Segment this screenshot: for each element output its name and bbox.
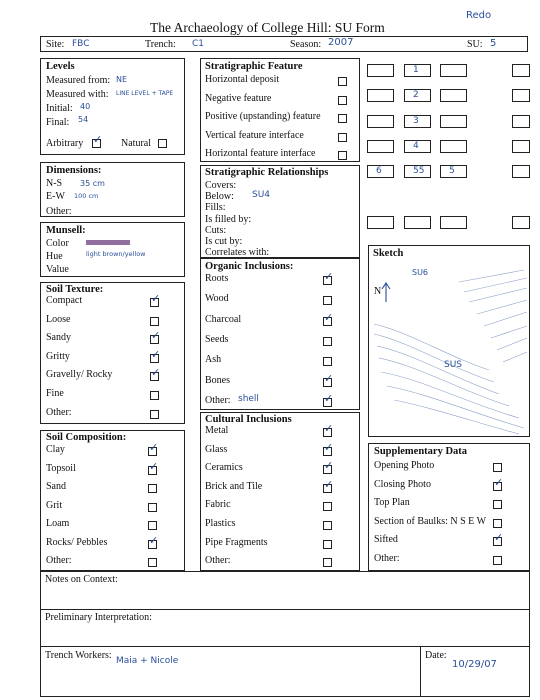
soil-texture-item-label: Fine [46,388,64,399]
cultural-item-label: Other: [205,555,231,567]
soil-composition-heading: Soil Composition: [46,432,127,443]
organic-item-label: Charcoal [205,313,242,325]
measured-with-label: Measured with: [46,89,109,100]
soil-texture-item-label: Other: [46,406,72,418]
redo-note: Redo [466,10,492,21]
notes-section [40,571,530,697]
sketch-heading: Sketch [373,248,404,259]
below-value[interactable]: SU4 [252,190,271,200]
supplementary-item-label: Opening Photo [374,460,435,471]
cultural-item-check-mark: ✓ [324,422,334,435]
organic-item-label: Roots [205,273,229,284]
cultural-item-check-mark: ✓ [324,440,334,454]
strat-rel-item-label: Fills: [205,202,226,214]
notes-context-label: Notes on Context: [45,574,118,585]
measured-from-label: Measured from: [46,75,111,86]
soil-composition-item-check-mark: ✓ [149,533,159,547]
strat-rel-item-label: Cuts: [205,224,227,236]
soil-texture-item-checkbox[interactable] [150,410,159,419]
strat-feature-item-checkbox[interactable] [338,96,347,105]
strat-rel-item-label: Is filled by: [205,213,252,225]
value-label: Value [46,264,69,275]
su-grid-cell[interactable] [440,115,467,128]
final-value[interactable]: 54 [78,115,89,124]
cultural-item-checkbox[interactable] [323,521,332,530]
supplementary-item-label: Top Plan [374,497,410,508]
sketch-label-top: SU6 [412,268,429,277]
strat-rel-item-label: Is cut by: [205,236,243,247]
north-arrow-label: N [374,286,382,297]
soil-texture-item-checkbox[interactable] [150,391,159,400]
soil-composition-item-label: Grit [46,499,63,511]
su-label: SU: [467,39,483,50]
supplementary-item-check-mark: ✓ [494,475,504,489]
supplementary-item-label: Sifted [374,534,398,545]
cultural-item-label: Glass [205,443,228,455]
site-value[interactable]: FBC [72,39,90,49]
soil-texture-item-check-mark: ✓ [151,292,161,305]
strat-feature-item-checkbox[interactable] [338,77,347,86]
date-divider [420,646,421,697]
strat-feature-item-checkbox[interactable] [338,151,347,160]
initial-value[interactable]: 40 [80,102,91,111]
supplementary-item-checkbox[interactable] [493,556,502,565]
trench-workers-label: Trench Workers: [45,650,112,661]
su-grid-cell[interactable] [512,140,530,153]
dimensions-other-label: Other: [46,206,72,217]
sketch-drawing [369,262,529,436]
su-grid-value: 4 [413,141,419,151]
su-grid-cell[interactable] [512,216,530,229]
sketch-label-mid: SUS [444,360,463,370]
organic-item-checkbox[interactable] [323,337,332,346]
su-grid-cell[interactable] [367,115,394,128]
hue-label: Hue [46,251,63,262]
supplementary-item-checkbox[interactable] [493,463,502,472]
strat-rel-item-label: Covers: [205,180,237,191]
season-label: Season: [290,39,322,50]
cultural-item-checkbox[interactable] [323,558,332,567]
ns-label: N-S [46,178,63,189]
measured-with-value[interactable]: LINE LEVEL + TAPE [116,90,174,97]
cultural-item-label: Fabric [205,499,231,511]
organic-item-checkbox[interactable] [323,296,332,305]
ew-value[interactable]: 100 cm [74,192,99,200]
date-label: Date: [425,650,447,661]
su-grid-cell[interactable] [367,140,394,153]
strat-feature-item-label: Negative feature [205,92,272,104]
cultural-item-check-mark: ✓ [324,477,334,491]
su-grid-cell[interactable] [512,165,530,178]
strat-feature-item-label: Horizontal feature interface [205,148,316,159]
ew-label: E-W [46,191,65,202]
trench-label: Trench: [145,39,176,50]
soil-texture-item-checkbox[interactable] [150,317,159,326]
cultural-item-label: Brick and Tile [205,480,263,492]
su-grid-cell[interactable] [404,216,431,229]
soil-texture-item-check-mark: ✓ [151,347,161,361]
color-label: Color [46,238,69,249]
soil-composition-item-check-mark: ✓ [149,459,159,473]
supplementary-item-check-mark: ✓ [494,531,504,544]
organic-item-label: Wood [205,293,229,305]
cultural-item-label: Metal [205,425,229,436]
organic-item-check-mark: ✓ [324,270,334,283]
organic-item-label: Seeds [205,333,229,345]
notes-divider-1 [40,609,530,610]
cultural-item-checkbox[interactable] [323,540,332,549]
soil-texture-item-label: Gravelly/ Rocky [46,369,113,381]
soil-composition-item-check-mark: ✓ [149,441,159,454]
soil-composition-item-label: Rocks/ Pebbles [46,536,108,548]
soil-composition-item-checkbox[interactable] [148,521,157,530]
su-grid-cell[interactable] [512,115,530,128]
cultural-item-checkbox[interactable] [323,502,332,511]
soil-composition-item-label: Other: [46,555,72,566]
color-value-scribble [86,240,130,245]
strat-feature-item-label: Horizontal deposit [205,74,280,85]
organic-item-label: Other: [205,394,231,406]
supplementary-item-label: Closing Photo [374,478,431,490]
su-grid-value: 5 [449,166,455,176]
cultural-item-label: Plastics [205,518,236,529]
stratigraphic-feature-heading: Stratigraphic Feature [205,61,303,72]
soil-texture-item-label: Loose [46,313,71,325]
strat-feature-item-checkbox[interactable] [338,114,347,123]
soil-composition-item-checkbox[interactable] [148,503,157,512]
su-grid-cell[interactable] [440,216,467,229]
soil-texture-item-check-mark: ✓ [151,366,161,380]
ns-value[interactable]: 35 cm [80,179,105,188]
initial-label: Initial: [46,103,73,114]
final-label: Final: [46,117,70,128]
strat-rel-item-label: Below: [205,191,234,203]
supplementary-heading: Supplementary Data [374,446,468,457]
su-grid-cell[interactable] [367,89,394,102]
su-grid-value: 1 [413,65,419,75]
supplementary-item-label: Section of Baulks: N S E W [374,515,487,527]
strat-feature-item-label: Vertical feature interface [205,129,304,141]
su-grid-cell[interactable] [512,89,530,102]
levels-heading: Levels [46,61,75,72]
soil-texture-item-label: Sandy [46,332,71,344]
soil-composition-item-label: Clay [46,444,65,455]
su-grid-value: 2 [413,90,419,100]
site-label: Site: [46,39,65,50]
measured-from-value[interactable]: NE [116,75,128,84]
soil-composition-item-label: Topsoil [46,462,76,474]
organic-item-check-mark: ✓ [324,371,334,385]
su-grid-cell[interactable] [367,64,394,77]
su-value[interactable]: 5 [490,38,497,49]
organic-item-checkbox[interactable] [323,357,332,366]
organic-other-value[interactable]: shell [238,394,259,404]
preliminary-interpretation-label: Preliminary Interpretation: [45,612,152,623]
su-grid-cell[interactable] [440,64,467,77]
soil-composition-item-label: Sand [46,481,66,492]
su-grid-cell[interactable] [512,64,530,77]
su-grid-value: 3 [413,116,419,126]
season-value[interactable]: 2007 [328,37,354,48]
soil-composition-item-label: Loam [46,518,70,529]
soil-texture-item-check-mark: ✓ [151,329,161,343]
organic-item-check-mark: ✓ [324,391,334,405]
organic-item-label: Ash [205,354,222,366]
soil-texture-item-label: Compact [46,295,83,306]
natural-checkbox[interactable] [158,139,167,148]
strat-feature-item-label: Positive (upstanding) feature [205,111,321,122]
su-grid-value: 6 [376,166,382,176]
cultural-inclusions-heading: Cultural Inclusions [205,414,292,425]
hue-value[interactable]: light brown/yellow [86,250,146,258]
notes-divider-2 [40,646,530,647]
supplementary-item-checkbox[interactable] [493,500,502,509]
stratigraphic-relationships-heading: Stratigraphic Relationships [205,167,329,178]
arbitrary-check-mark: ✓ [93,133,103,146]
organic-inclusions-heading: Organic Inclusions: [205,261,294,272]
munsell-heading: Munsell: [46,225,86,236]
cultural-item-check-mark: ✓ [324,459,334,473]
cultural-item-label: Pipe Fragments [205,536,268,548]
header-bar [40,36,528,52]
date-value[interactable]: 10/29/07 [452,659,497,670]
trench-value[interactable]: C1 [192,39,205,49]
dimensions-heading: Dimensions: [46,165,102,176]
strat-rel-item-label: Correlates with: [205,247,270,259]
supplementary-item-checkbox[interactable] [493,519,502,528]
organic-item-label: Bones [205,374,230,386]
strat-feature-item-checkbox[interactable] [338,133,347,142]
su-grid-cell[interactable] [440,89,467,102]
soil-texture-heading: Soil Texture: [46,284,104,295]
form-title: The Archaeology of College Hill: SU Form [150,20,385,35]
trench-workers-value[interactable]: Maia + Nicole [116,656,179,666]
soil-texture-item-label: Gritty [46,350,70,362]
organic-item-check-mark: ✓ [324,310,334,324]
su-grid-cell[interactable] [440,140,467,153]
soil-composition-item-checkbox[interactable] [148,484,157,493]
natural-label: Natural [121,138,151,149]
cultural-item-label: Ceramics [205,462,243,474]
soil-composition-item-checkbox[interactable] [148,558,157,567]
supplementary-item-label: Other: [374,552,400,564]
su-grid-value: 55 [413,166,425,176]
su-grid-cell[interactable] [367,216,394,229]
arbitrary-label: Arbitrary [46,138,84,149]
